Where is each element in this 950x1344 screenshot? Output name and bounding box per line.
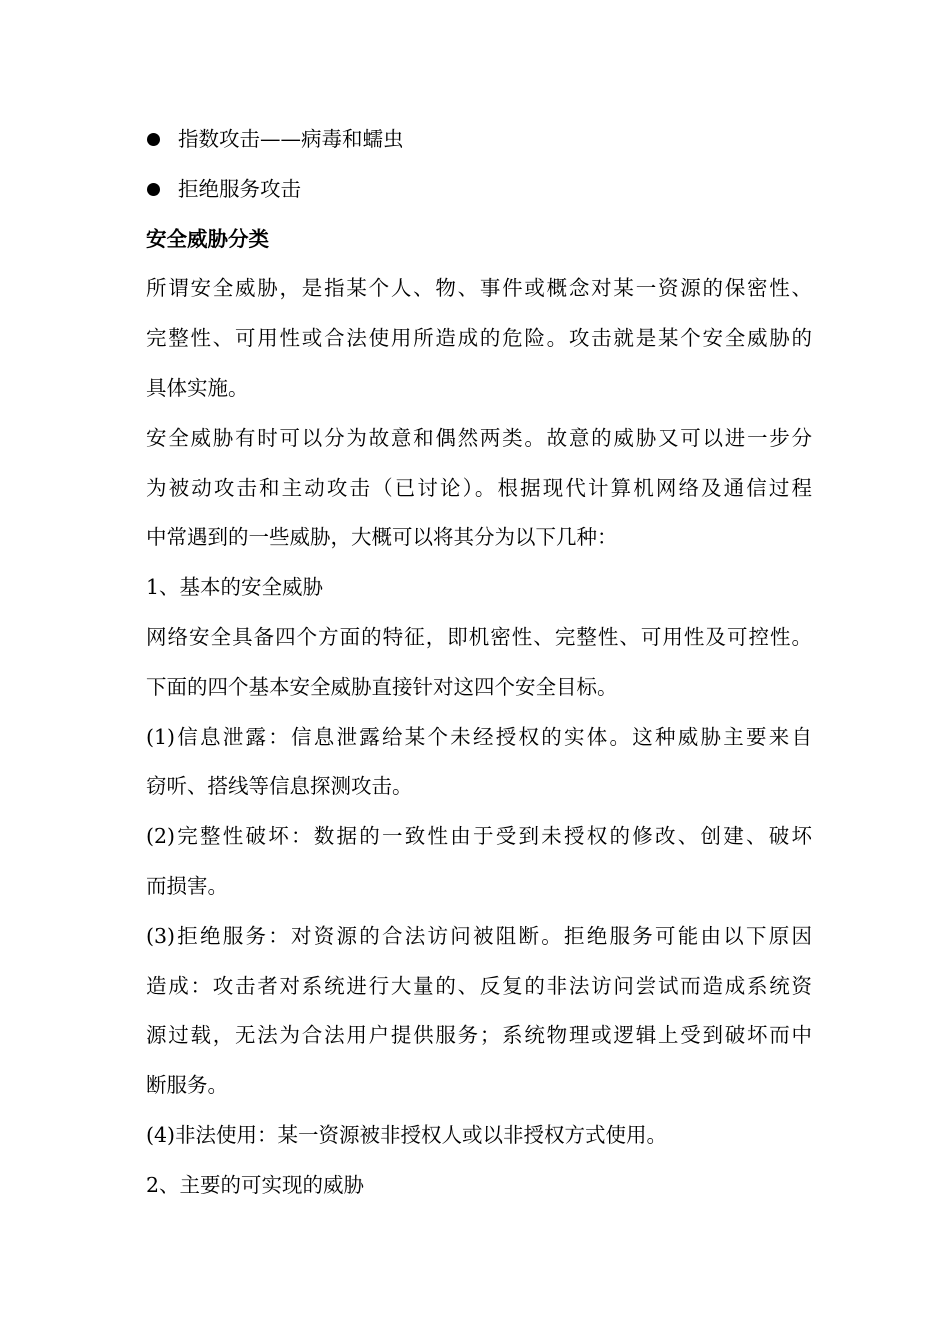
text-line: 下面的四个基本安全威胁直接针对这四个安全目标。 <box>146 674 618 699</box>
subheading-basic-threats: 1、基本的安全威胁 <box>146 575 324 600</box>
text-line: 窃听、搭线等信息探测攻击。 <box>146 774 413 799</box>
bullet-item <box>146 165 812 215</box>
paragraph-security-features <box>146 613 812 713</box>
threat-item-illegal-use <box>146 1111 812 1161</box>
bullet-text: 指数攻击——病毒和蠕虫 <box>178 127 404 151</box>
document-page <box>146 115 812 1211</box>
text-line: 造成：攻击者对系统进行大量的、反复的非法访问尝试而造成系统资 <box>146 973 812 998</box>
text-line: 断服务。 <box>146 1073 228 1098</box>
text-line: (4)非法使用：某一资源被非授权人或以非授权方式使用。 <box>146 1122 668 1147</box>
text-line: 安全威胁有时可以分为故意和偶然两类。故意的威胁又可以进一步分 <box>146 425 812 450</box>
section-heading: 安全威胁分类 <box>146 226 269 251</box>
threat-item-denial-of-service <box>146 912 812 1111</box>
subheading-realizable-threats: 2、主要的可实现的威胁 <box>146 1172 365 1197</box>
text-line: 源过载，无法为合法用户提供服务；系统物理或逻辑上受到破坏而中 <box>146 1023 812 1048</box>
text-line: 完整性、可用性或合法使用所造成的危险。攻击就是某个安全威胁的 <box>146 326 812 351</box>
paragraph-definition <box>146 264 812 413</box>
threat-item-integrity <box>146 812 812 912</box>
bullet-text: 拒绝服务攻击 <box>178 176 301 201</box>
text-line: (3)拒绝服务：对资源的合法访问被阻断。拒绝服务可能由以下原因 <box>146 923 812 948</box>
text-line: 为被动攻击和主动攻击（已讨论）。根据现代计算机网络及通信过程 <box>146 475 812 500</box>
text-line: 网络安全具备四个方面的特征，即机密性、完整性、可用性及可控性。 <box>146 624 812 649</box>
bullet-item <box>146 115 812 165</box>
text-line: 所谓安全威胁，是指某个人、物、事件或概念对某一资源的保密性、 <box>146 276 812 301</box>
threat-item-info-leak <box>146 713 812 813</box>
bullet-icon <box>147 133 160 146</box>
bullet-icon <box>147 183 160 196</box>
text-line: 具体实施。 <box>146 375 249 400</box>
paragraph-classification <box>146 414 812 563</box>
text-line: (2)完整性破坏：数据的一致性由于受到未授权的修改、创建、破坏 <box>146 824 812 849</box>
text-line: 而损害。 <box>146 873 228 898</box>
text-line: 中常遇到的一些威胁，大概可以将其分为以下几种： <box>146 525 618 550</box>
text-line: (1)信息泄露：信息泄露给某个未经授权的实体。这种威胁主要来自 <box>146 724 812 749</box>
